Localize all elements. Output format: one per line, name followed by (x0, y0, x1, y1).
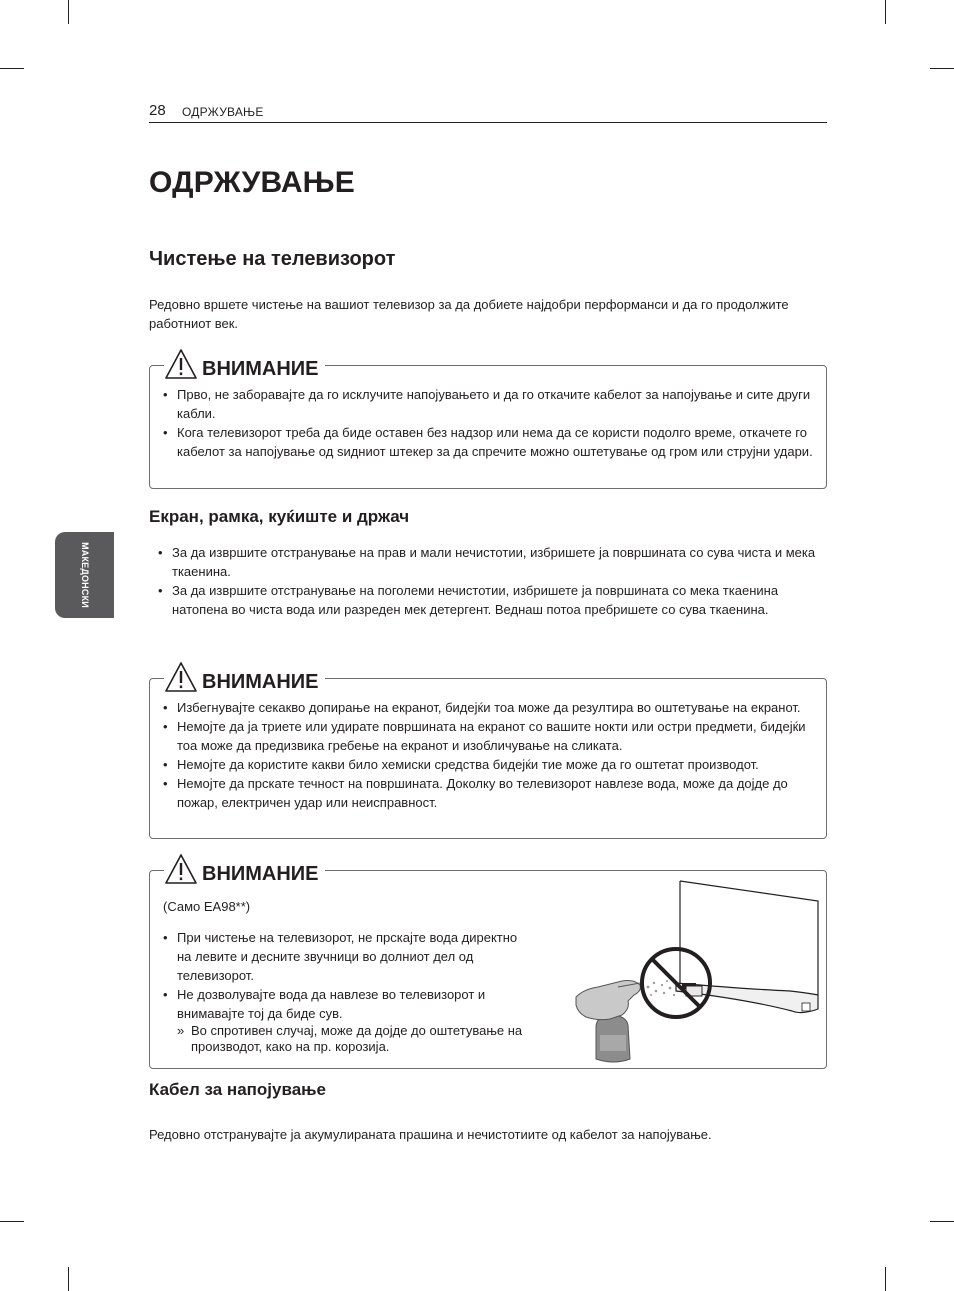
list-item: • За да извршите отстранување на поголеми нечистотии, избришете ја површината со мека ткаенина натопена во чиста вода или разреден мек детергент. Веднаш потоа пребришете со сува ткаенина. (158, 581, 828, 619)
caution-list (163, 385, 813, 461)
warning-icon (164, 661, 198, 693)
caution-header (164, 344, 325, 380)
running-title: ОДРЖУВАЊЕ (182, 105, 264, 119)
crop-mark (930, 1221, 954, 1222)
caution-header (164, 657, 325, 693)
list-item: • При чистење на телевизорот, не прскајте вода директно на левите и десните звучници во долниот дел од телевизорот. (163, 928, 535, 985)
section-heading-screen: Екран, рамка, куќиште и држач (149, 507, 410, 526)
warning-icon (164, 348, 198, 380)
section-heading-cable: Кабел за напојување (149, 1080, 327, 1099)
crop-mark (885, 1267, 886, 1291)
sub-list-item: » Во спротивен случај, може да дојде до оштетување на производот, како на пр. корозија. (177, 1023, 535, 1055)
crop-mark (68, 1267, 69, 1291)
crop-mark (885, 0, 886, 24)
list-item: • Избегнувајте секакво допирање на екранот, бидејќи тоа може да резултира во оштетување на екранот. (163, 698, 815, 717)
crop-mark (0, 68, 24, 69)
no-spray-illustration (570, 877, 822, 1063)
list-item: • Прво, не заборавајте да го исклучите напојувањето и да го откачите кабелот за напојување и сите други кабли. (163, 385, 813, 423)
model-note: (Само EA98**) (163, 899, 251, 914)
list-item: • Немојте да ја триете или удирате површината на екранот со вашите нокти или остри предмети, бидејќи тоа може да предизвика гребење на екранот и изобличување на сликата. (163, 717, 815, 755)
crop-mark (68, 0, 69, 24)
caution-list (163, 928, 535, 1055)
list-item: • Кога телевизорот треба да биде оставен без надзор или нема да се користи подолго време, откачете го кабелот за напојување од ѕидниот штекер за да спречите можно оштетување од гром или струјни удари. (163, 423, 813, 461)
hand (576, 981, 640, 1020)
caution-header (164, 849, 325, 885)
caution-list (163, 698, 815, 812)
screen-cleaning-list (158, 543, 828, 619)
sub-list-container (163, 1023, 535, 1055)
crop-mark (930, 68, 954, 69)
page-title: ОДРЖУВАЊЕ (149, 166, 355, 199)
page-header (149, 100, 827, 123)
language-tab (55, 532, 114, 618)
crop-mark (0, 1221, 24, 1222)
cleaning-intro: Редовно вршете чистење на вашиот телевизор за да добиете најдобри перформанси и да го продолжите работниот век. (149, 297, 789, 331)
caution-label: ВНИМАНИЕ (202, 358, 319, 380)
list-item: • За да извршите отстранување на прав и мали нечистотии, избришете ја површината со сува чиста и мека ткаенина. (158, 543, 828, 581)
caution-label: ВНИМАНИЕ (202, 863, 319, 885)
page-number: 28 (149, 102, 166, 119)
list-item: • Немојте да прскате течност на површината. Доколку во телевизорот навлезе вода, може да дојде до пожар, електричен удар или неисправност. (163, 774, 815, 812)
tv-screen-outline (680, 881, 818, 995)
warning-icon (164, 853, 198, 885)
caution-box-power (149, 358, 827, 489)
caution-box-screen (149, 671, 827, 839)
sub-list (177, 1023, 535, 1055)
section-heading-cleaning: Чистење на телевизорот (149, 248, 396, 270)
spray-mist (647, 980, 676, 996)
caution-box-speakers (149, 863, 827, 1069)
list-item: • Немојте да користите какви било хемиски средства бидејќи тие може да го оштетат производот. (163, 755, 815, 774)
language-tab-label: МАКЕДОНСКИ (79, 542, 90, 608)
prohibition-sign-icon (642, 949, 710, 1017)
list-item: • Не дозволувајте вода да навлезе во телевизорот и внимавајте тој да биде сув. (163, 985, 535, 1023)
cable-text: Редовно отстранувајте ја акумулираната прашина и нечистотиите од кабелот за напојување. (149, 1127, 712, 1142)
caution-label: ВНИМАНИЕ (202, 671, 319, 693)
